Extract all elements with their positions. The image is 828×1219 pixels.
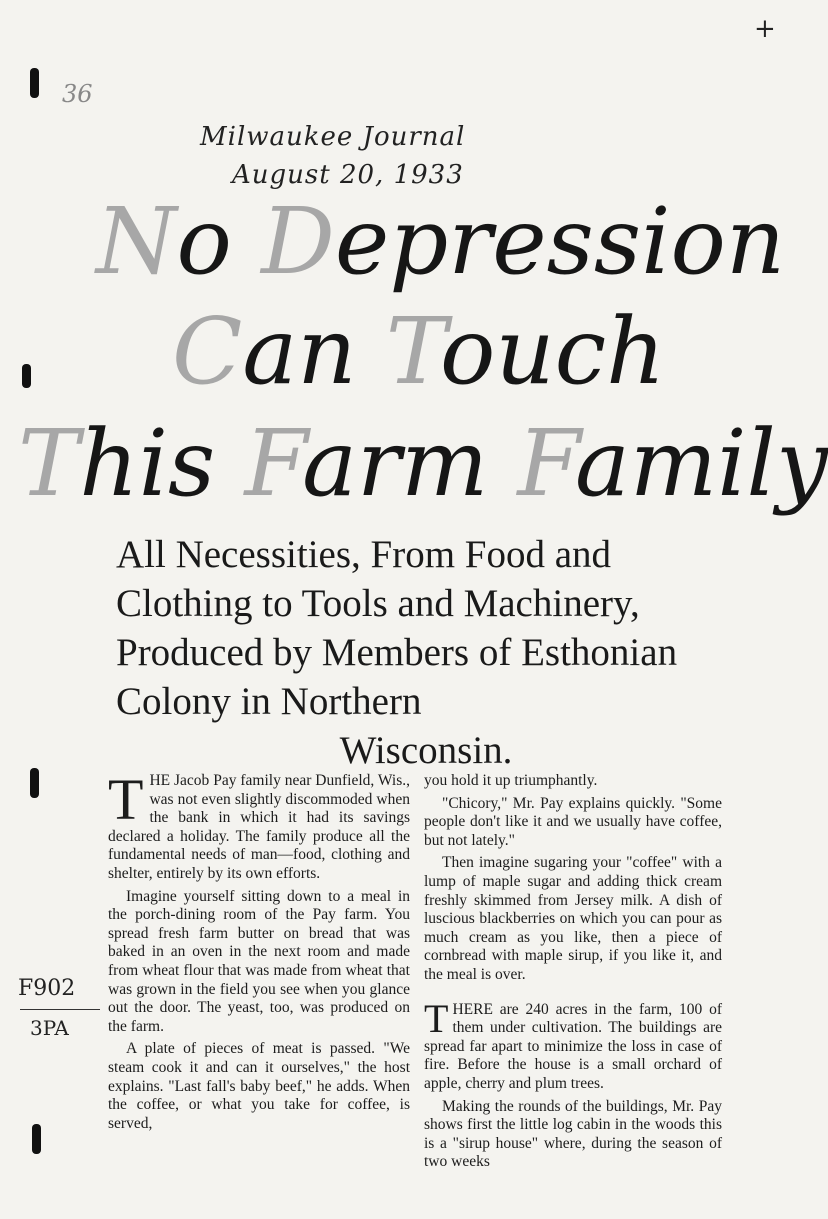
punch-hole-mark	[22, 364, 31, 388]
article-paragraph: you hold it up triumphantly.	[424, 772, 598, 789]
article-paragraph	[424, 995, 722, 1094]
headline-word: ouch	[440, 298, 666, 405]
article-column-right	[424, 772, 722, 1176]
handwritten-source: Milwaukee Journal	[200, 122, 466, 152]
article-column-left	[108, 767, 410, 1137]
headline-word: epression	[334, 188, 786, 295]
headline-line-2	[172, 298, 666, 405]
article-paragraph: Then imagine sugaring your "coffee" with a lump of maple sugar and adding thick cream freshly skimmed from Jersey milk. A dish of luscious blackberries on which you can pour as much cream as you like, then a piece of cornbread with maple sirup, if you like it, and the meal is over.	[424, 854, 722, 983]
headline-word: an	[242, 298, 386, 405]
article-paragraph: "Chicory," Mr. Pay explains quickly. "Some people don't like it and we usually have coffee, but not lately."	[424, 794, 722, 849]
handwritten-corner-mark: +	[754, 14, 776, 44]
headline-word: arm	[302, 410, 518, 517]
handwritten-date: August 20, 1933	[232, 160, 464, 190]
drop-cap: T	[108, 767, 144, 832]
headline-initial: N	[96, 188, 177, 295]
deck-last-line: Wisconsin.	[339, 729, 513, 772]
punch-hole-mark	[32, 1124, 41, 1154]
headline-initial: T	[385, 298, 440, 405]
handwritten-divider	[20, 1009, 100, 1010]
handwritten-code: F902	[18, 976, 76, 1001]
headline-line-3	[18, 410, 828, 517]
handwritten-code: 3PA	[30, 1016, 69, 1040]
article-paragraph: Imagine yourself sitting down to a meal in the porch-dining room of the Pay farm. You spread fresh farm butter on bread that was baked in an oven in the next room and made from wheat flour that was made from wheat that was grown in the field you see when you glance out the door. The yeast, too, was produced on the farm.	[108, 887, 410, 1035]
article-paragraph: Making the rounds of the buildings, Mr. Pay shows first the little log cabin in the woods this is a "sirup house" where, during the season of two weeks	[424, 1097, 722, 1171]
headline-word: o	[176, 188, 262, 295]
headline-word: amily	[575, 410, 828, 517]
handwritten-page-number: 36	[62, 80, 93, 108]
article-paragraph	[108, 767, 410, 884]
headline-word: his	[79, 410, 245, 517]
punch-hole-mark	[30, 68, 39, 98]
headline-initial: D	[261, 188, 335, 295]
drop-cap: T	[424, 995, 449, 1041]
punch-hole-mark	[30, 768, 39, 798]
headline-initial: T	[18, 410, 80, 517]
headline-initial: F	[517, 410, 576, 517]
paragraph-text: HE Jacob Pay family near Dunfield, Wis., was not even slightly discommoded when the bank in which it had its savings declared a holiday. The family produce all the fundamental needs of man—food, clothing and shelter, entirely by its own efforts.	[108, 772, 410, 882]
headline-line-1	[96, 188, 786, 295]
deck-text: All Necessities, From Food and Clothing to Tools and Machinery, Produced by Members of Esthonian Colony in Northern	[116, 533, 678, 723]
paragraph-text: HERE are 240 acres in the farm, 100 of them under cultivation. The buildings are spread far apart to minimize the loss in case of fire. Before the house is a small orchard of apple, cherry and plum trees.	[424, 1000, 722, 1092]
subheadline-deck	[116, 530, 736, 775]
headline-initial: F	[244, 410, 303, 517]
section-gap	[424, 989, 722, 1001]
headline-initial: C	[172, 298, 243, 405]
article-paragraph: A plate of pieces of meat is passed. "We steam cook it and can it ourselves," the host explains. "Last fall's baby beef," he adds. When the coffee, or what you take for coffee, is served,	[108, 1040, 410, 1132]
